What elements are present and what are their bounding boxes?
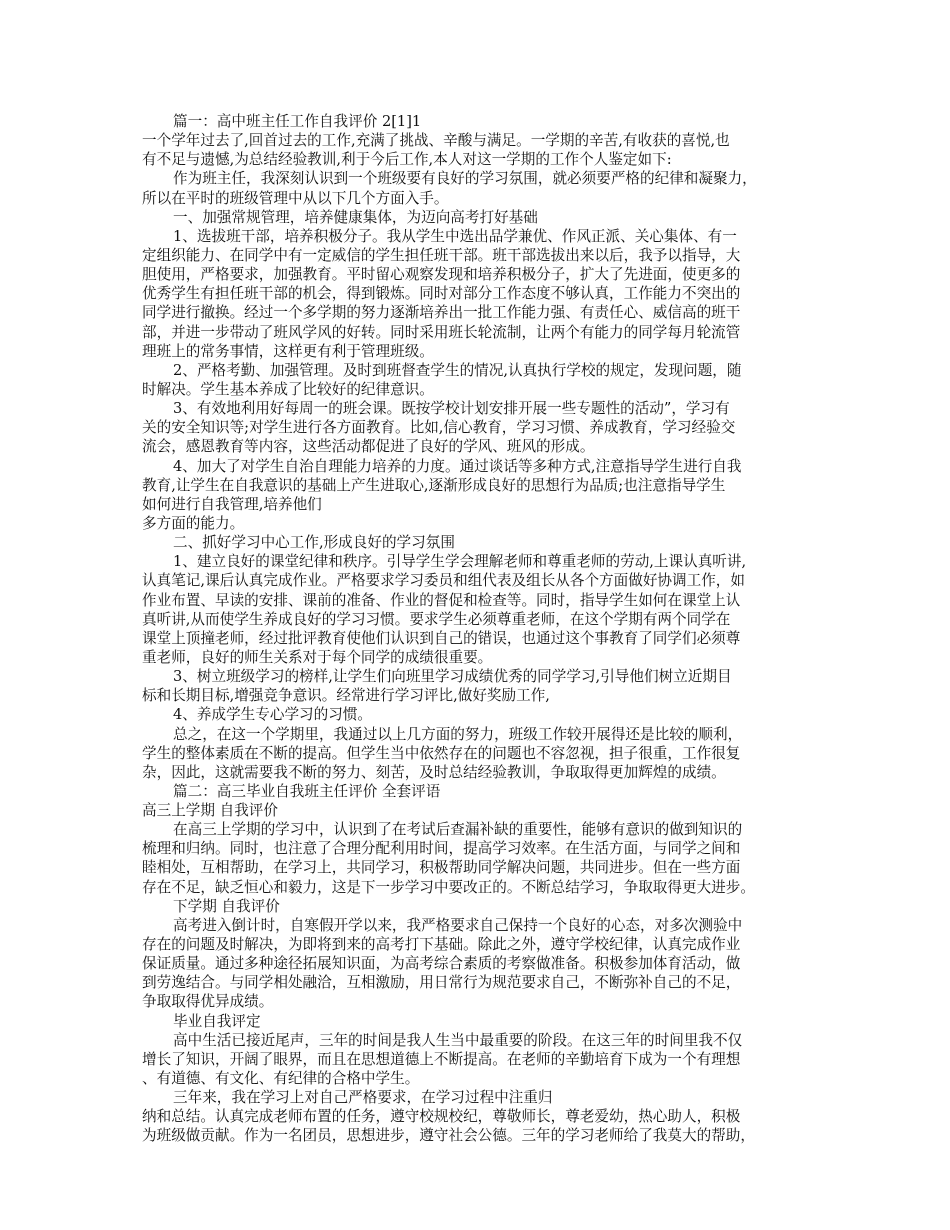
text-line: 4、加大了对学生自治自理能力培养的力度。通过谈话等多种方式,注意指导学生进行自我 [173,457,742,475]
text-line: 杂，因此，这就需要我不断的努力、刻苦，及时总结经验教训，争取取得更加辉煌的成绩。 [142,763,726,781]
text-line: 保证质量。通过多种途径拓展知识面，为高考综合素质的考察做准备。积极参加体育活动，做 [142,955,741,973]
text-line: 高中生活已接近尾声，三年的时间是我人生当中最重要的阶段。在这三年的时间里我不仅 [173,1031,743,1049]
text-line: 定组织能力、在同学中有一定威信的学生担任班干部。班干部选拔出来以后，我予以指导，大 [142,246,741,264]
text-line: 部，并进一步带动了班风学风的好转。同时采用班长轮流制，让两个有能力的同学每月轮流管 [142,323,741,341]
text-line: 教育,让学生在自我意识的基础上产生进取心,逐渐形成良好的思想行为品质;也注意指导学生 [142,476,726,494]
text-line: 篇一：高中班主任工作自我评价 2[1]1 [173,113,422,130]
document-body [142,112,822,1146]
text-line: 纳和总结。认真完成老师布置的任务，遵守校规校纪，尊敬师长，尊老爱幼，热心助人，积极 [142,1108,741,1126]
text-line: 真听讲,从而使学生养成良好的学习习惯。要求学生必须尊重老师，在这个学期有两个同学在 [142,610,731,628]
text-line: 2、严格考勤、加强管理。及时到班督查学生的情况,认真执行学校的规定，发现问题，随 [173,361,742,379]
text-line: 3、有效地利用好每周一的班会课。既按学校计划安排开展一些专题性的活动”，学习有 [173,400,730,418]
text-line: 梳理和归纳。同时，也注意了合理分配利用时间，提高学习效率。在生活方面，与同学之间和 [142,840,741,858]
text-line: 重老师，良好的师生关系对于每个同学的成绩很重要。 [142,648,493,666]
text-line: 增长了知识，开阔了眼界，而且在思想道德上不断提高。在老师的辛勤培育下成为一个有理想 [142,1050,741,1068]
text-line: 存在的问题及时解决，为即将到来的高考打下基础。除此之外，遵守学校纪律，认真完成作业 [142,936,741,954]
text-line: 、有道德、有文化、有纪律的合格中学生。 [142,1070,420,1088]
text-line: 学生的整体素质在不断的提高。但学生当中依然存在的问题也不容忽视，担子很重，工作很复 [142,744,741,762]
text-line: 篇二：高三毕业自我班主任评价 全套评语 [173,782,441,800]
text-line: 优秀学生有担任班干部的机会，得到锻炼。同时对部分工作态度不够认真，工作能力不突出的 [142,285,741,303]
text-line: 二、抓好学习中心工作,形成良好的学习氛围 [173,534,455,552]
text-line: 1、选拔班干部，培养积极分子。我从学生中选出品学兼优、作风正派、关心集体、有一 [173,227,737,245]
text-line: 多方面的能力。 [142,514,245,532]
text-line: 同学进行撤换。经过一个多学期的努力逐渐培养出一批工作能力强、有责任心、威信高的班干 [142,304,741,322]
text-line: 毕业自我评定 [173,1012,261,1030]
text-line: 3、树立班级学习的榜样,让学生们向班里学习成绩优秀的同学学习,引导他们树立近期目 [173,668,732,686]
text-line: 在高三上学期的学习中，认识到了在考试后查漏补缺的重要性，能够有意识的做到知识的 [173,821,743,839]
text-line: 总之，在这一个学期里，我通过以上几方面的努力，班级工作较开展得还是比较的顺利， [173,725,743,743]
text-line: 到劳逸结合。与同学相处融洽，互相激励，用日常行为规范要求自己，不断弥补自己的不足， [142,974,741,992]
text-line: 关的安全知识等;对学生进行各方面教育。比如,信心教育，学习习惯、养成教育，学习经验交 [142,419,736,437]
text-line: 三年来，我在学习上对自己严格要求，在学习过程中注重归 [173,1089,553,1107]
text-line: 存在不足，缺乏恒心和毅力，这是下一步学习中要改正的。不断总结学习，争取取得更大进步。 [142,878,755,896]
text-line: 胆使用，严格要求，加强教育。平时留心观察发现和培养积极分子，扩大了先进面，使更多的 [142,266,741,284]
text-line: 一个学年过去了,回首过去的工作,充满了挑战、辛酸与满足。一学期的辛苦,有收获的喜悦,也 [142,132,730,150]
text-line: 流会，感恩教育等内容，这些活动都促进了良好的学风、班风的形成。 [142,438,595,456]
text-line: 课堂上顶撞老师，经过批评教育使他们认识到自己的错误，也通过这个事教育了同学们必须尊 [142,629,741,647]
text-line: 睦相处，互相帮助，在学习上，共同学习，积极帮助同学解决问题，共同进步。但在一些方面 [142,859,741,877]
text-line: 下学期 自我评价 [173,897,280,915]
text-line: 有不足与遗憾,为总结经验教训,利于今后工作,本人对这一学期的工作个人鉴定如下: [142,151,672,169]
text-line: 4、养成学生专心学习的习惯。 [173,706,373,724]
text-line: 标和长期目标,增强竞争意识。经常进行学习评比,做好奖励工作, [142,687,550,705]
text-line: 1、建立良好的课堂纪律和秩序。引导学生学会理解老师和尊重老师的劳动,上课认真听讲, [173,553,747,571]
text-line: 高考进入倒计时，自寒假开学以来，我严格要求自己保持一个良好的心态，对多次测验中 [173,916,743,934]
text-line: 一、加强常规管理，培养健康集体，为迈向高考打好基础 [173,208,538,226]
text-line: 作业布置、早读的安排、课前的准备、作业的督促和检查等。同时，指导学生如何在课堂上认 [142,591,741,609]
text-line: 如何进行自我管理,培养他们 [142,495,322,513]
text-line: 时解决。学生基本养成了比较好的纪律意识。 [142,380,434,398]
text-line: 认真笔记,课后认真完成作业。严格要求学习委员和组代表及组长从各个方面做好协调工作，如 [142,572,745,590]
text-line: 争取取得优异成绩。 [142,993,274,1011]
text-line: 作为班主任，我深刻认识到一个班级要有良好的学习氛围，就必须要严格的纪律和凝聚力， [173,170,757,188]
text-line: 高三上学期 自我评价 [142,802,278,820]
text-line: 为班级做贡献。作为一名团员，思想进步，遵守社会公德。三年的学习老师给了我莫大的帮助， [142,1127,755,1145]
text-line: 所以在平时的班级管理中从以下几个方面入手。 [142,189,449,207]
text-line: 理班上的常务事情，这样更有利于管理班级。 [142,342,434,360]
